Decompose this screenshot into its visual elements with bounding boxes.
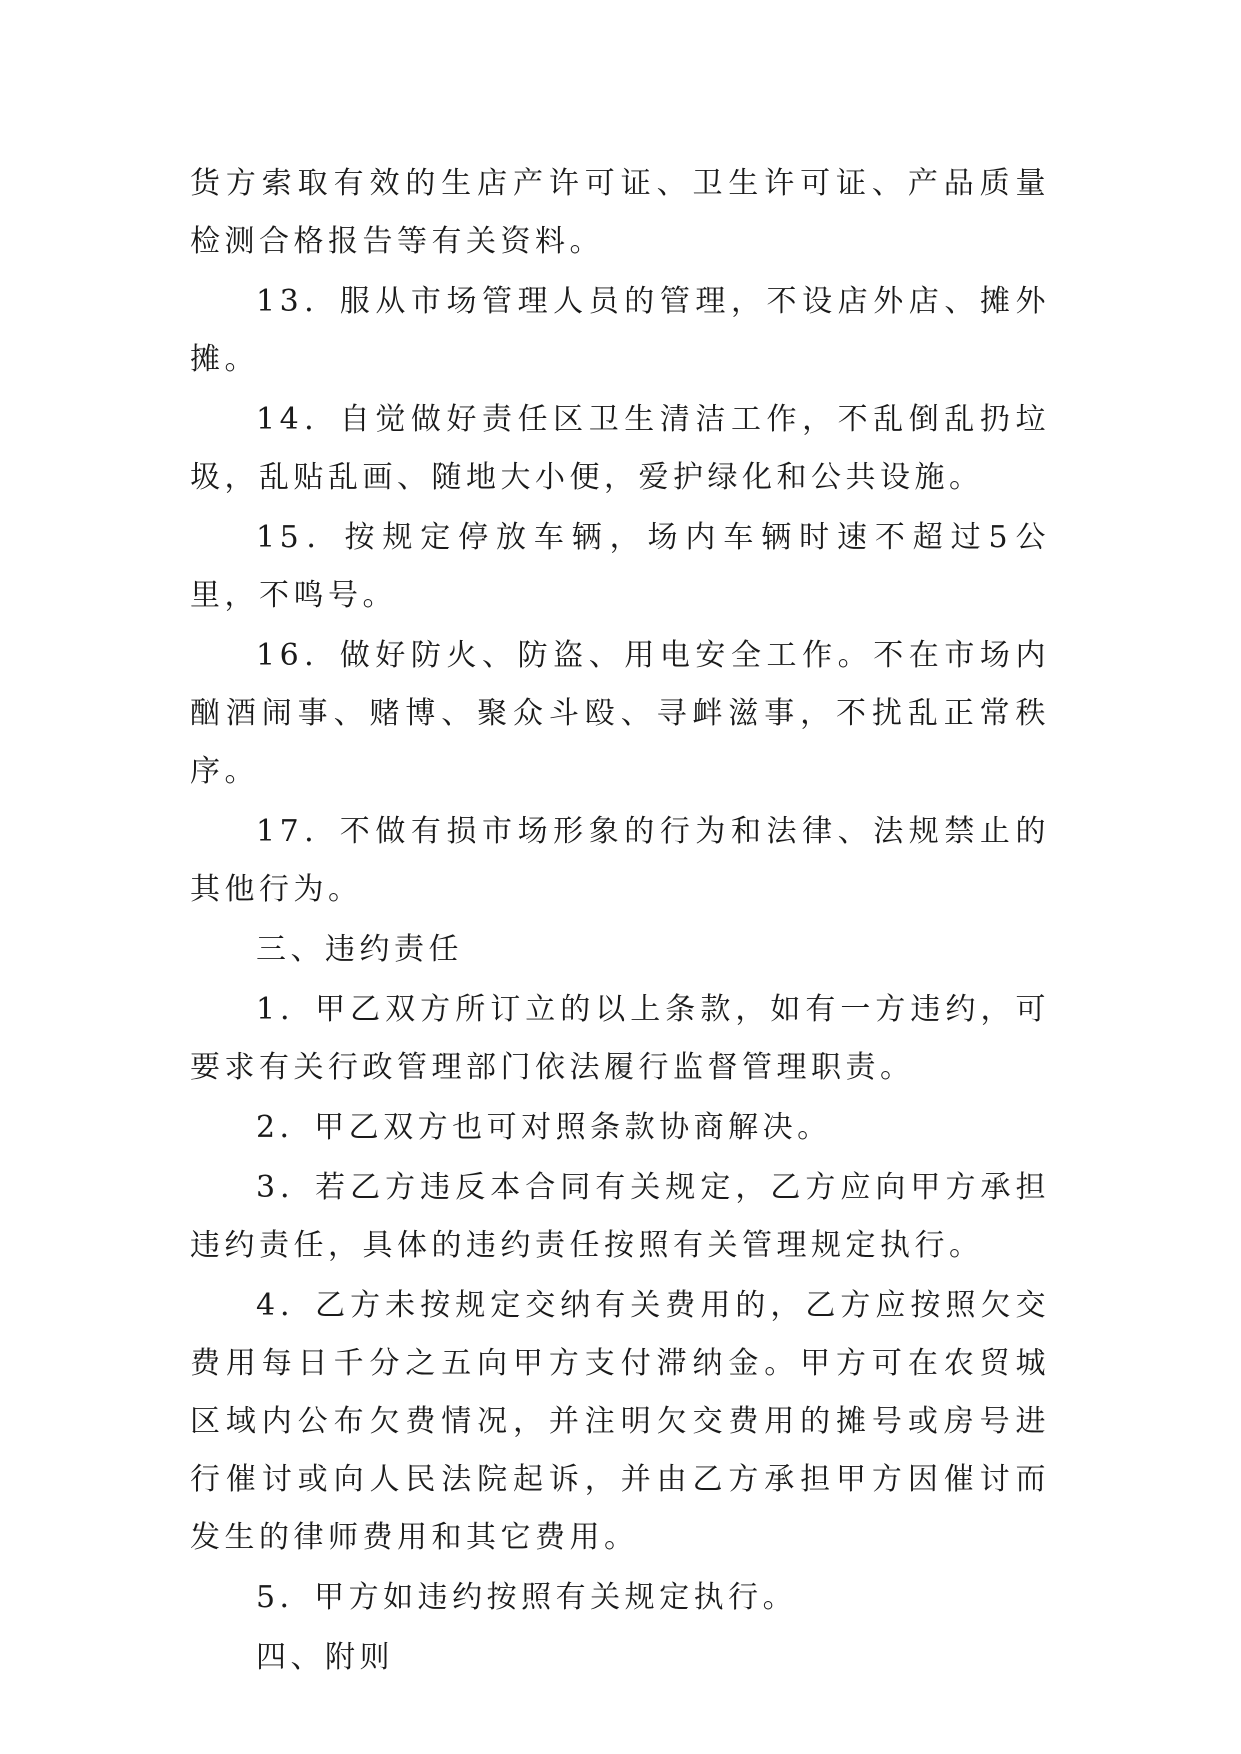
paragraph: 4．乙方未按规定交纳有关费用的，乙方应按照欠交费用每日千分之五向甲方支付滞纳金。甲方可在农贸城区域内公布欠费情况，并注明欠交费用的摊号或房号进行催讨或向人民法院起诉，并由乙方承担甲方因催讨而发生的律师费用和其它费用。 xyxy=(190,1288,1050,1555)
document-body xyxy=(190,155,1050,1689)
paragraph: 货方索取有效的生店产许可证、卫生许可证、产品质量检测合格报告等有关资料。 xyxy=(190,166,1050,259)
paragraph: 3．若乙方违反本合同有关规定，乙方应向甲方承担违约责任，具体的违约责任按照有关管理规定执行。 xyxy=(190,1170,1050,1263)
section-heading: 三、违约责任 xyxy=(256,932,463,967)
paragraph: 13．服从市场管理人员的管理，不设店外店、摊外摊。 xyxy=(190,284,1050,377)
paragraph: 2．甲乙双方也可对照条款协商解决。 xyxy=(256,1110,832,1145)
paragraph: 17．不做有损市场形象的行为和法律、法规禁止的其他行为。 xyxy=(190,814,1050,907)
paragraph: 14．自觉做好责任区卫生清洁工作，不乱倒乱扔垃圾，乱贴乱画、随地大小便，爱护绿化和公共设施。 xyxy=(190,402,1050,495)
paragraph: 1．甲乙双方所订立的以上条款，如有一方违约，可要求有关行政管理部门依法履行监督管理职责。 xyxy=(190,992,1050,1085)
paragraph: 5．甲方如违约按照有关规定执行。 xyxy=(256,1580,798,1615)
section-heading: 四、附则 xyxy=(256,1640,394,1675)
paragraph: 15．按规定停放车辆，场内车辆时速不超过5公里，不鸣号。 xyxy=(190,520,1050,613)
paragraph: 16．做好防火、防盗、用电安全工作。不在市场内酗酒闹事、赌博、聚众斗殴、寻衅滋事，不扰乱正常秩序。 xyxy=(190,638,1050,789)
